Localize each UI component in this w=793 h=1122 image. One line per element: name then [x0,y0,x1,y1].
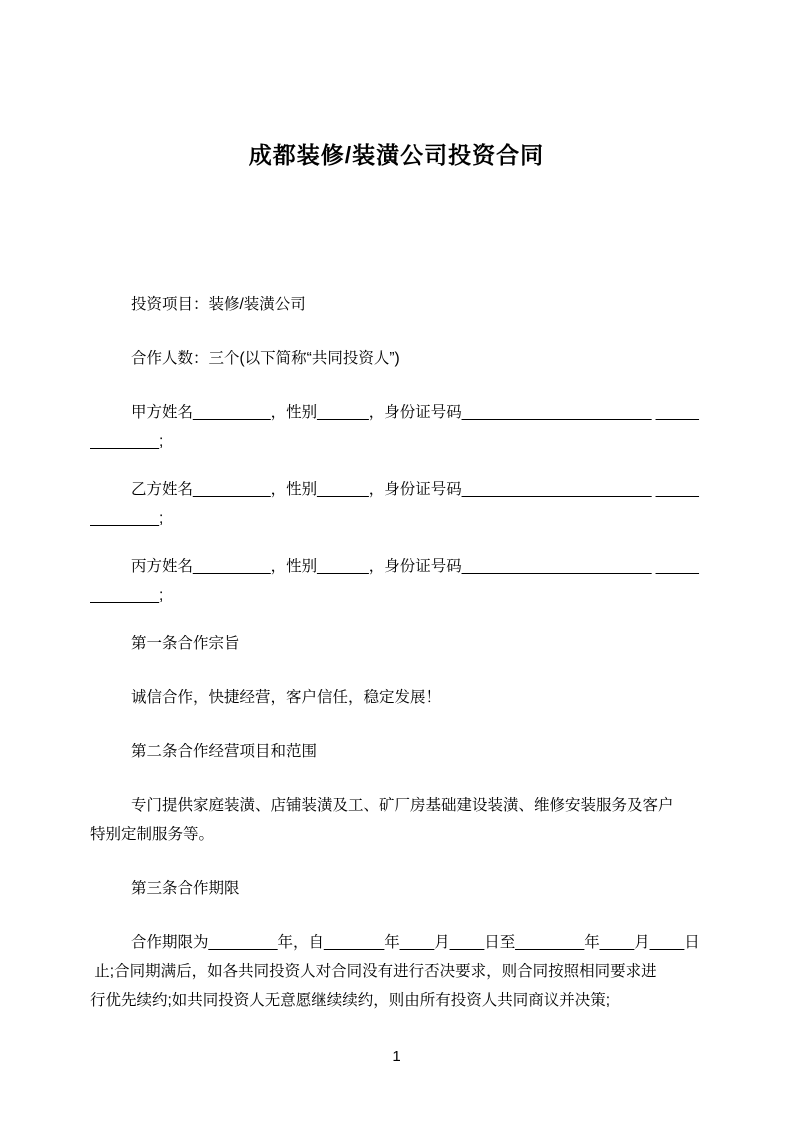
text-line: 合作人数：三个(以下简称“共同投资人”) [131,350,400,367]
para-party-c [90,552,703,610]
para-article-2-body [90,791,703,849]
para-investment-project [90,290,703,319]
para-article-3-body [90,928,703,1015]
text-line: 丙方姓名_________，性别______，身份证号码______________________ _____ [131,558,699,575]
page-number: 1 [392,1048,401,1065]
heading-article-3 [90,874,703,903]
text-line: 行优先续约;如共同投资人无意愿继续续约，则由所有投资人共同商议并决策; [90,992,611,1009]
text-line: 专门提供家庭装潢、店铺装潢及工、矿厂房基础建设装潢、维修安装服务及客户 [131,797,674,814]
text-line: 第一条合作宗旨 [131,635,240,652]
para-article-1-body [90,683,703,712]
text-line: 乙方姓名_________，性别______，身份证号码______________________ _____ [131,481,699,498]
text-line: 第三条合作期限 [131,880,240,897]
document-title: 成都装修/装潢公司投资合同 [248,142,545,168]
text-line: 诚信合作，快捷经营，客户信任，稳定发展！ [131,689,442,706]
heading-article-1 [90,629,703,658]
heading-article-2 [90,737,703,766]
text-line: 第二条合作经营项目和范围 [131,743,318,760]
text-line: ________; [90,510,164,527]
para-party-b [90,475,703,533]
para-party-a [90,398,703,456]
text-line: ________; [90,587,164,604]
text-line: ________; [90,433,164,450]
text-line: 甲方姓名_________，性别______，身份证号码______________________ _____ [131,404,699,421]
text-line: 合作期限为________年，自_______年____月____日至________年____月____日 [131,934,700,951]
text-line: 投资项目：装修/装潢公司 [131,296,306,313]
text-line: 止;合同期满后，如各共同投资人对合同没有进行否决要求，则合同按照相同要求进 [90,963,657,980]
text-line: 特别定制服务等。 [90,826,215,843]
para-partner-count [90,344,703,373]
